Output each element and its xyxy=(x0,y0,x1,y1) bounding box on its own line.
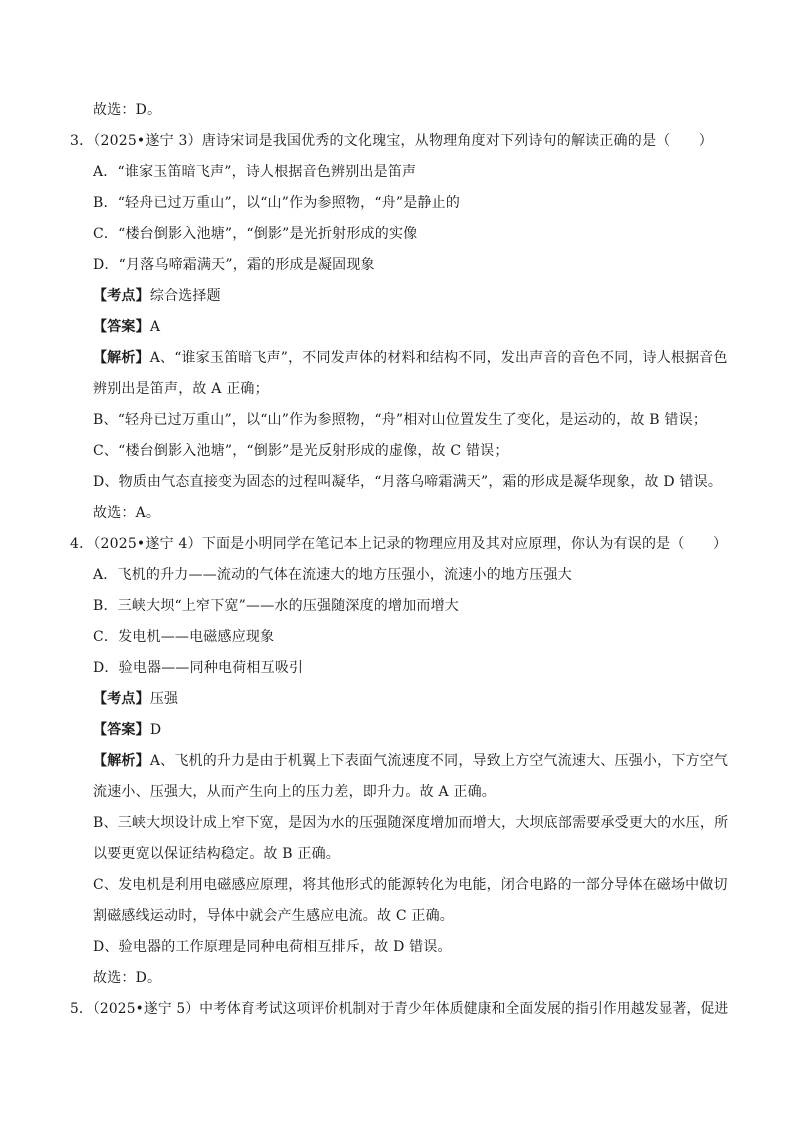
q4-analysis-line: 以要更宽以保证结构稳定。故 B 正确。 xyxy=(93,846,340,862)
q4-analysis-line: C、发电机是利用电磁感应原理，将其他形式的能源转化为电能，闭合电路的一部分导体在磁场中做切 xyxy=(93,877,728,893)
q4-answer: 【答案】D xyxy=(93,722,162,738)
q4-conclusion: 故选：D。 xyxy=(93,970,162,986)
q3-option-c: C．“楼台倒影入池塘”，“倒影”是光折射形成的实像 xyxy=(93,226,418,242)
q3-analysis: 【解析】A、“谁家玉笛暗飞声”，不同发声体的材料和结构不同，发出声音的音色不同，诗人根据音色 xyxy=(93,350,728,366)
q4-analysis-line: D、验电器的工作原理是同种电荷相互排斥，故 D 错误。 xyxy=(93,939,452,955)
q4-analysis-line: B、三峡大坝设计成上窄下宽，是因为水的压强随深度增加而增大，大坝底部需要承受更大的水压，所 xyxy=(93,815,729,831)
q4-option-a: A．飞机的升力——流动的气体在流速大的地方压强小，流速小的地方压强大 xyxy=(93,567,572,583)
q4-analysis-line: 流速小、压强大，从而产生向上的压力差，即升力。故 A 正确。 xyxy=(93,784,497,800)
q4-topic: 【考点】压强 xyxy=(93,691,179,707)
q3-topic: 【考点】综合选择题 xyxy=(93,288,221,304)
q3-analysis-line: B、“轻舟已过万重山”，以“山”作为参照物，“舟”相对山位置发生了变化，是运动的，故 B 错误； xyxy=(93,412,708,428)
q4-option-d: D．验电器——同种电荷相互吸引 xyxy=(93,660,304,676)
q3-option-b: B．“轻舟已过万重山”，以“山”作为参照物，“舟”是静止的 xyxy=(93,195,461,211)
q3-analysis-line: 辨别出是笛声，故 A 正确； xyxy=(93,381,269,397)
q3-option-a: A．“谁家玉笛暗飞声”，诗人根据音色辨别出是笛声 xyxy=(93,164,417,180)
q2-conclusion: 故选：D。 xyxy=(93,102,162,118)
q3-analysis-line: C、“楼台倒影入池塘”，“倒影”是光反射形成的虚像，故 C 错误； xyxy=(93,443,509,459)
q4-stem: 4．（2025•遂宁 4）下面是小明同学在笔记本上记录的物理应用及其对应原理，你认为有误的是（ ） xyxy=(70,536,728,552)
q4-analysis-line: 割磁感线运动时，导体中就会产生感应电流。故 C 正确。 xyxy=(93,908,455,924)
q3-stem: 3．（2025•遂宁 3）唐诗宋词是我国优秀的文化瑰宝，从物理角度对下列诗句的解读正确的是（ ） xyxy=(70,133,713,149)
q4-analysis: 【解析】A、飞机的升力是由于机翼上下表面气流速度不同，导致上方空气流速大、压强小，下方空气 xyxy=(93,753,729,769)
q4-option-c: C．发电机——电磁感应现象 xyxy=(93,629,275,645)
q3-answer: 【答案】A xyxy=(93,319,161,335)
q3-analysis-line: D、物质由气态直接变为固态的过程叫凝华，“月落乌啼霜满天”，霜的形成是凝华现象，故 D 错误。 xyxy=(93,474,723,490)
q4-option-b: B．三峡大坝“上窄下宽”——水的压强随深度的增加而增大 xyxy=(93,598,460,614)
q3-option-d: D．“月落乌啼霜满天”，霜的形成是凝固现象 xyxy=(93,257,375,273)
q5-stem: 5．（2025•遂宁 5）中考体育考试这项评价机制对于青少年体质健康和全面发展的指引作用越发显著，促进 xyxy=(70,1001,729,1017)
q3-conclusion: 故选：A。 xyxy=(93,505,161,521)
